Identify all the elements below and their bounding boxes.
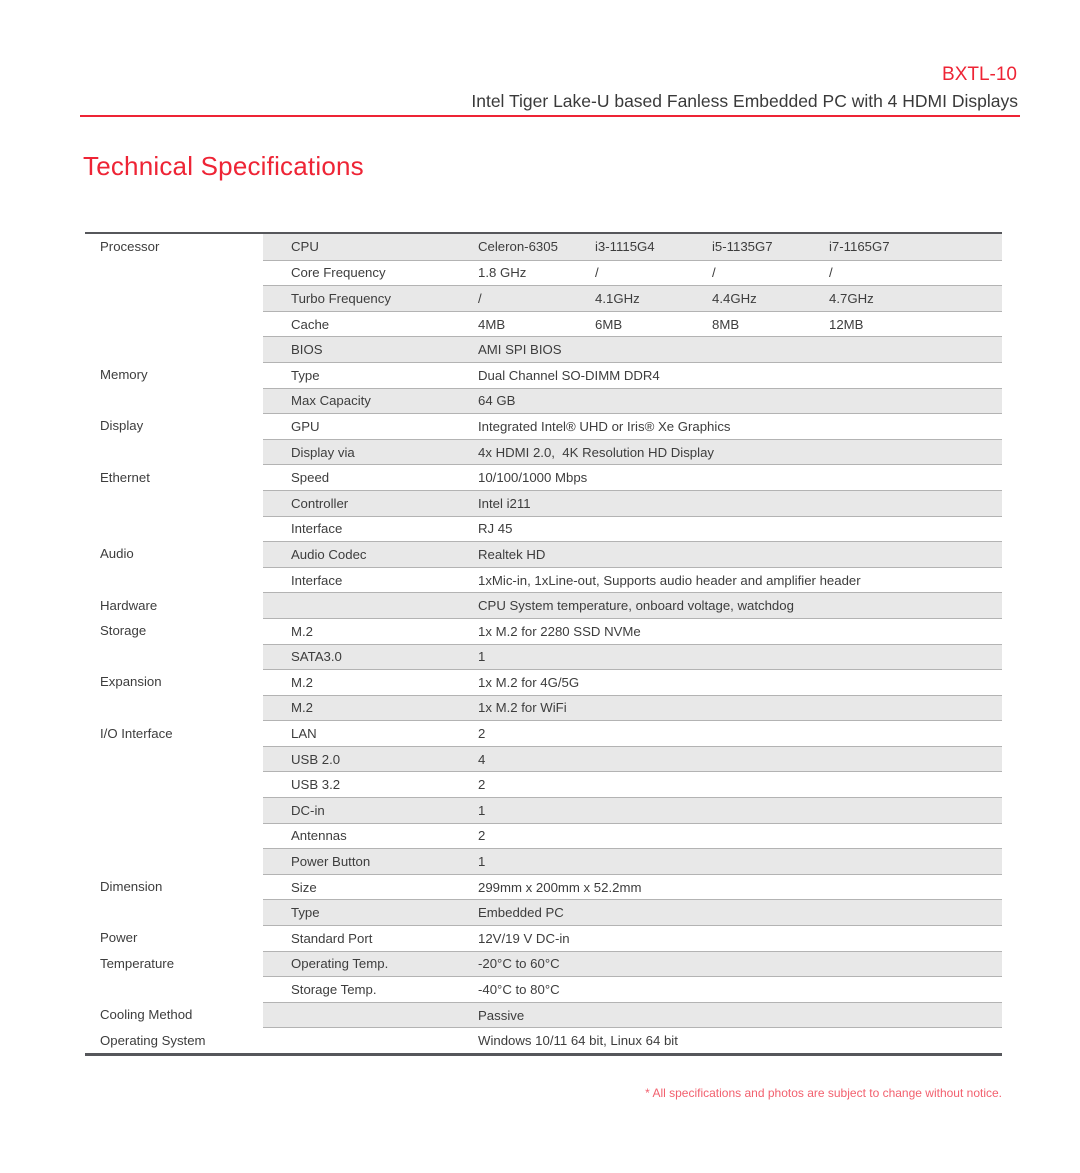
spec-value: / [478, 290, 482, 306]
category-label [85, 899, 263, 925]
spec-label: Antennas [291, 828, 347, 844]
table-row [85, 951, 1002, 977]
spec-value: 10/100/1000 Mbps [478, 470, 588, 486]
spec-table-body [85, 234, 1002, 1053]
row-detail-area [263, 413, 1002, 439]
row-detail-area [263, 464, 1002, 490]
table-row [85, 541, 1002, 567]
table-row [85, 567, 1002, 593]
category-label: Memory [85, 362, 263, 388]
row-detail-area [263, 925, 1002, 951]
table-row [85, 720, 1002, 746]
row-detail-area [263, 899, 1002, 925]
spec-value: 4.4GHz [712, 290, 757, 306]
spec-values [478, 1033, 1002, 1048]
spec-value: 1 [478, 854, 486, 870]
spec-label: Turbo Frequency [291, 290, 391, 306]
spec-values [478, 803, 1002, 818]
spec-value: 12MB [829, 316, 864, 332]
category-label [85, 695, 263, 721]
category-label [85, 516, 263, 542]
spec-value: 2 [478, 777, 486, 793]
spec-value: Realtek HD [478, 546, 546, 562]
table-row [85, 388, 1002, 414]
spec-value: 1 [478, 802, 486, 818]
table-row [85, 644, 1002, 670]
spec-value: 12V/19 V DC-in [478, 930, 570, 946]
spec-values [478, 931, 1002, 946]
row-detail-area [263, 336, 1002, 362]
category-label: Storage [85, 618, 263, 644]
spec-value: Dual Channel SO-DIMM DDR4 [478, 367, 660, 383]
category-label [85, 797, 263, 823]
spec-label: M.2 [291, 700, 313, 716]
spec-label: BIOS [291, 342, 323, 358]
spec-value: 1.8 GHz [478, 265, 527, 281]
spec-values [478, 573, 1002, 588]
spec-value: 1x M.2 for 4G/5G [478, 674, 580, 690]
spec-value: / [829, 265, 833, 281]
table-row [85, 285, 1002, 311]
spec-label: SATA3.0 [291, 649, 342, 665]
product-subtitle: Intel Tiger Lake-U based Fanless Embedded PC with 4 HDMI Displays [471, 91, 1018, 111]
spec-label: Interface [291, 521, 343, 537]
spec-values [478, 752, 1002, 767]
category-label: Cooling Method [85, 1002, 263, 1028]
category-label [85, 490, 263, 516]
row-detail-area [263, 516, 1002, 542]
spec-values [478, 828, 1002, 843]
spec-values [478, 393, 1002, 408]
spec-value: 1x M.2 for 2280 SSD NVMe [478, 623, 641, 639]
table-row [85, 464, 1002, 490]
spec-label: Speed [291, 470, 330, 486]
spec-value: i3-1115G4 [595, 239, 655, 255]
category-label [85, 439, 263, 465]
spec-label: Core Frequency [291, 265, 386, 281]
spec-value: 2 [478, 726, 486, 742]
row-detail-area [263, 1027, 1002, 1053]
spec-label: M.2 [291, 674, 313, 690]
table-row [85, 592, 1002, 618]
row-detail-area [263, 234, 1002, 260]
table-row [85, 848, 1002, 874]
spec-label: Type [291, 905, 320, 921]
spec-values [478, 700, 1002, 715]
spec-value: -40°C to 80°C [478, 982, 560, 998]
spec-label: Cache [291, 316, 330, 332]
spec-values [478, 265, 1002, 280]
spec-values [478, 547, 1002, 562]
spec-label: CPU [291, 239, 319, 255]
spec-value: 8MB [712, 316, 740, 332]
spec-values [478, 419, 1002, 434]
spec-label: Audio Codec [291, 546, 367, 562]
spec-values [478, 445, 1002, 460]
category-label [85, 285, 263, 311]
spec-label: Operating Temp. [291, 956, 389, 972]
category-label [85, 644, 263, 670]
table-row [85, 695, 1002, 721]
footnote: * All specifications and photos are subject to change without notice. [645, 1086, 1002, 1100]
category-label [85, 260, 263, 286]
table-row [85, 260, 1002, 286]
row-detail-area [263, 285, 1002, 311]
spec-value: Embedded PC [478, 905, 564, 921]
section-title: Technical Specifications [83, 151, 364, 181]
spec-values [478, 239, 1002, 254]
spec-value: AMI SPI BIOS [478, 342, 562, 358]
spec-value: i7-1165G7 [829, 239, 890, 255]
spec-values [478, 777, 1002, 792]
spec-value: 1x M.2 for WiFi [478, 700, 567, 716]
spec-values [478, 726, 1002, 741]
product-code: BXTL-10 [942, 64, 1017, 85]
row-detail-area [263, 362, 1002, 388]
row-detail-area [263, 746, 1002, 772]
spec-values [478, 470, 1002, 485]
category-label [85, 567, 263, 593]
spec-values [478, 854, 1002, 869]
table-row [85, 439, 1002, 465]
table-row [85, 490, 1002, 516]
spec-values [478, 317, 1002, 332]
table-row [85, 362, 1002, 388]
table-row [85, 618, 1002, 644]
spec-values [478, 675, 1002, 690]
row-detail-area [263, 592, 1002, 618]
spec-values [478, 982, 1002, 997]
spec-values [478, 649, 1002, 664]
spec-values [478, 521, 1002, 536]
spec-value: i5-1135G7 [712, 239, 773, 255]
row-detail-area [263, 644, 1002, 670]
spec-label: M.2 [291, 623, 313, 639]
category-label: Processor [85, 234, 263, 260]
spec-value: 4 [478, 751, 486, 767]
row-detail-area [263, 618, 1002, 644]
spec-value: Windows 10/11 64 bit, Linux 64 bit [478, 1033, 678, 1049]
spec-label: Size [291, 879, 317, 895]
spec-value: Celeron-6305 [478, 239, 558, 255]
category-label: Temperature [85, 951, 263, 977]
spec-value: 1xMic-in, 1xLine-out, Supports audio header and amplifier header [478, 572, 861, 588]
spec-value: 4MB [478, 316, 506, 332]
row-detail-area [263, 976, 1002, 1002]
table-row [85, 669, 1002, 695]
row-detail-area [263, 848, 1002, 874]
table-row [85, 899, 1002, 925]
category-label: Operating System [85, 1027, 263, 1053]
table-row [85, 1027, 1002, 1053]
spec-values [478, 1008, 1002, 1023]
spec-value: Intel i211 [478, 495, 531, 511]
spec-value: 4x HDMI 2.0, 4K Resolution HD Display [478, 444, 714, 460]
spec-value: 299mm x 200mm x 52.2mm [478, 879, 642, 895]
table-row [85, 874, 1002, 900]
category-label [85, 746, 263, 772]
category-label [85, 976, 263, 1002]
row-detail-area [263, 567, 1002, 593]
spec-values [478, 342, 1002, 357]
spec-values [478, 624, 1002, 639]
table-row [85, 925, 1002, 951]
spec-values [478, 956, 1002, 971]
spec-values [478, 598, 1002, 613]
row-detail-area [263, 311, 1002, 337]
table-row [85, 413, 1002, 439]
category-label: Expansion [85, 669, 263, 695]
category-label: Hardware [85, 592, 263, 618]
row-detail-area [263, 951, 1002, 977]
spec-table [85, 232, 1002, 1056]
row-detail-area [263, 823, 1002, 849]
category-label [85, 388, 263, 414]
row-detail-area [263, 260, 1002, 286]
category-label: I/O Interface [85, 720, 263, 746]
table-row [85, 823, 1002, 849]
table-row [85, 771, 1002, 797]
spec-value: CPU System temperature, onboard voltage, watchdog [478, 598, 794, 614]
category-label [85, 336, 263, 362]
table-row [85, 746, 1002, 772]
spec-value: 2 [478, 828, 486, 844]
spec-label: Type [291, 367, 320, 383]
category-label: Power [85, 925, 263, 951]
spec-label: Max Capacity [291, 393, 371, 409]
table-row [85, 311, 1002, 337]
spec-value: Integrated Intel® UHD or Iris® Xe Graphics [478, 418, 731, 434]
spec-label: Standard Port [291, 930, 373, 946]
spec-label: LAN [291, 726, 317, 742]
row-detail-area [263, 771, 1002, 797]
row-detail-area [263, 720, 1002, 746]
spec-value: / [712, 265, 716, 281]
spec-value: RJ 45 [478, 521, 513, 537]
spec-values [478, 368, 1002, 383]
row-detail-area [263, 695, 1002, 721]
category-label: Display [85, 413, 263, 439]
category-label [85, 848, 263, 874]
spec-label: GPU [291, 418, 320, 434]
table-row [85, 976, 1002, 1002]
spec-value: -20°C to 60°C [478, 956, 560, 972]
row-detail-area [263, 439, 1002, 465]
row-detail-area [263, 1002, 1002, 1028]
category-label: Dimension [85, 874, 263, 900]
table-row [85, 797, 1002, 823]
spec-value: / [595, 265, 599, 281]
category-label: Audio [85, 541, 263, 567]
table-row [85, 516, 1002, 542]
spec-value: Passive [478, 1007, 525, 1023]
category-label [85, 311, 263, 337]
category-label [85, 771, 263, 797]
spec-values [478, 496, 1002, 511]
category-label [85, 823, 263, 849]
spec-label: Storage Temp. [291, 982, 377, 998]
spec-values [478, 880, 1002, 895]
spec-label: Interface [291, 572, 343, 588]
row-detail-area [263, 388, 1002, 414]
spec-label: Controller [291, 495, 349, 511]
category-label: Ethernet [85, 464, 263, 490]
table-row [85, 336, 1002, 362]
spec-value: 64 GB [478, 393, 516, 409]
spec-values [478, 291, 1002, 306]
spec-label: Display via [291, 444, 355, 460]
row-detail-area [263, 490, 1002, 516]
spec-values [478, 905, 1002, 920]
row-detail-area [263, 797, 1002, 823]
table-row [85, 1002, 1002, 1028]
spec-label: Power Button [291, 854, 371, 870]
table-row [85, 234, 1002, 260]
row-detail-area [263, 669, 1002, 695]
spec-label: USB 3.2 [291, 777, 341, 793]
spec-label: USB 2.0 [291, 751, 341, 767]
spec-label: DC-in [291, 802, 325, 818]
spec-value: 6MB [595, 316, 623, 332]
row-detail-area [263, 541, 1002, 567]
row-detail-area [263, 874, 1002, 900]
spec-value: 1 [478, 649, 486, 665]
header-divider [80, 115, 1020, 117]
spec-value: 4.1GHz [595, 290, 640, 306]
spec-value: 4.7GHz [829, 290, 874, 306]
